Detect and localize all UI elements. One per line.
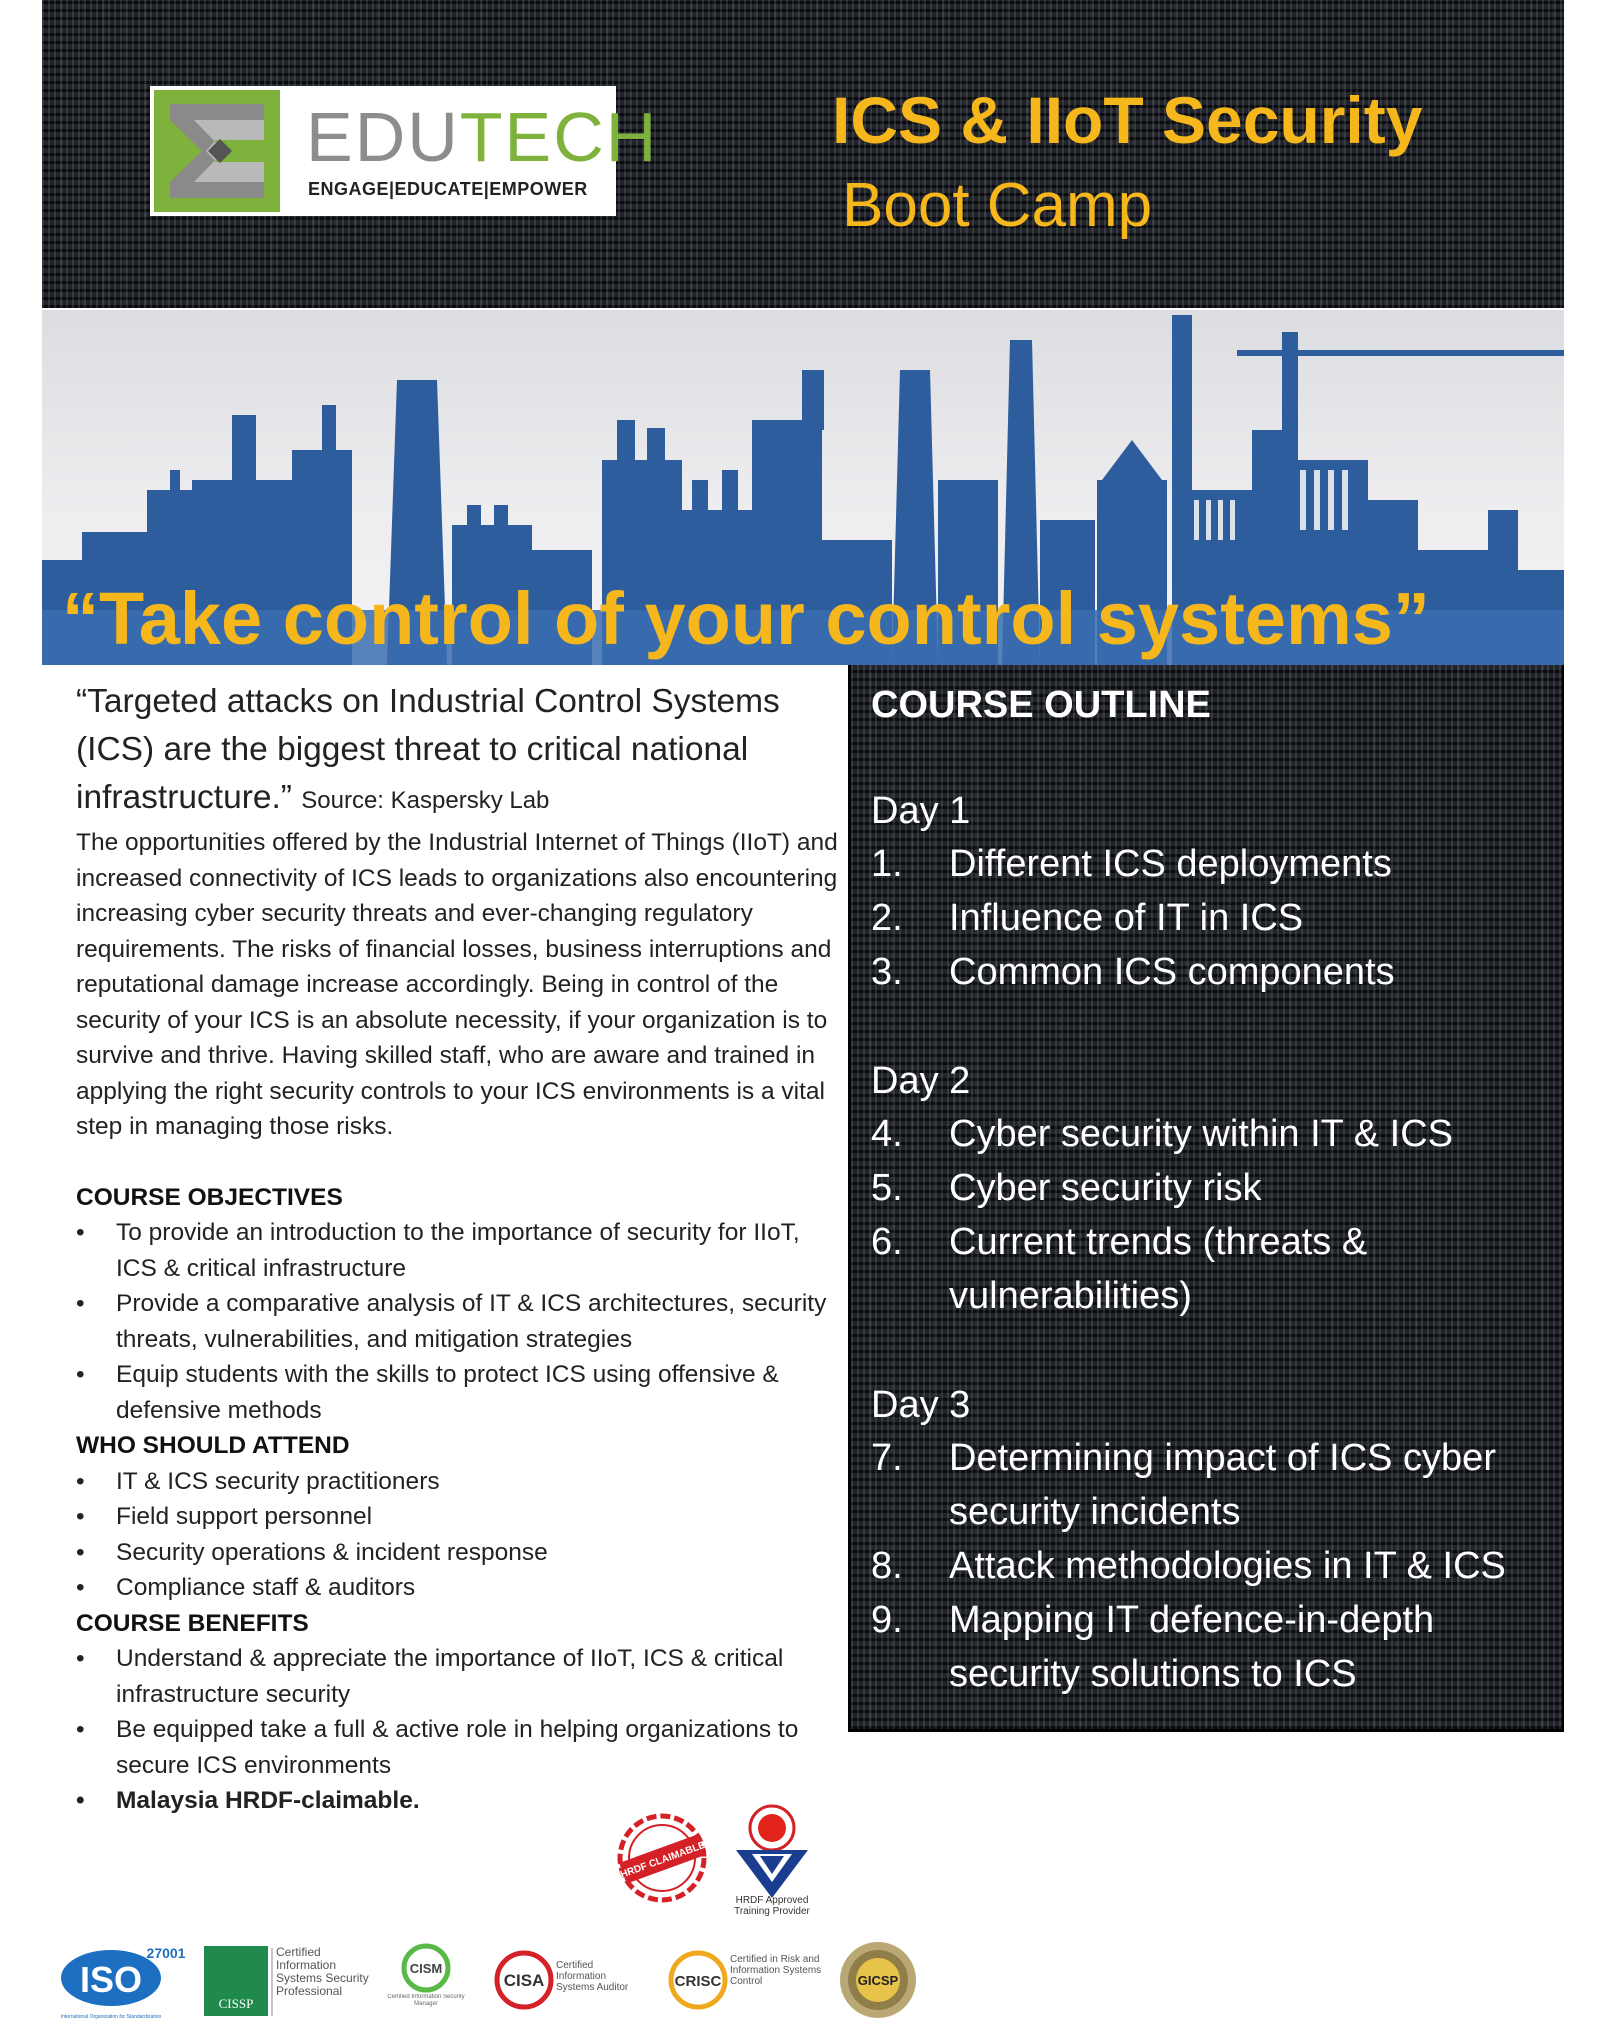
attend-list <box>76 1464 846 1606</box>
attend-heading: WHO SHOULD ATTEND <box>76 1432 350 1459</box>
day-1-topics <box>871 837 1552 999</box>
topic-text: Cyber security risk <box>949 1167 1262 1209</box>
list-item: • Malaysia HRDF-claimable. <box>76 1783 846 1819</box>
topic-number: 6. <box>871 1221 903 1263</box>
topic-number: 4. <box>871 1113 903 1155</box>
topic-item <box>871 837 1552 891</box>
day-label: Day 1 <box>871 790 971 832</box>
hrdf-approved-logo-icon <box>736 1806 808 1898</box>
outline-title: COURSE OUTLINE <box>871 684 1211 726</box>
topic-number: 7. <box>871 1437 903 1479</box>
topic-text: Cyber security within IT & ICS <box>949 1113 1454 1155</box>
day-3-topics <box>871 1431 1552 1701</box>
course-description <box>76 678 846 1819</box>
header-banner <box>42 0 1564 308</box>
hrdf-claimable-stamp-icon <box>617 1816 709 1900</box>
day-label: Day 2 <box>871 1060 971 1102</box>
cism-logo <box>386 1940 466 2024</box>
topic-item <box>871 1215 1552 1323</box>
hrdf-caption: HRDF Approved Training Provider <box>734 1895 810 1917</box>
banner-tagline: “Take control of your control systems” <box>62 577 1430 660</box>
cissp-logo <box>204 1940 379 2024</box>
cissp-caption: Certified Information Systems Security Professional <box>276 1946 369 1998</box>
topic-number: 1. <box>871 843 903 885</box>
crisc-caption: Certified in Risk and Information Systems Control <box>730 1954 822 1987</box>
objectives-list <box>76 1215 846 1428</box>
day-label: Day 3 <box>871 1384 971 1426</box>
list-item: • Be equipped take a full & active role in helping organizations to secure ICS environments <box>76 1712 846 1783</box>
quote-source: Source: Kaspersky Lab <box>301 787 550 814</box>
topic-number: 3. <box>871 951 903 993</box>
list-item: • Compliance staff & auditors <box>76 1570 846 1606</box>
topic-item <box>871 1539 1552 1593</box>
certification-logos <box>56 1940 936 2024</box>
page-title: ICS & IIoT Security <box>832 83 1423 157</box>
gicsp-label: GICSP <box>857 1973 899 1988</box>
benefits-heading: COURSE BENEFITS <box>76 1609 309 1637</box>
page-subtitle: Boot Camp <box>842 171 1153 240</box>
topic-text: Influence of IT in ICS <box>949 897 1304 939</box>
topic-text: Determining impact of ICS cyber security incidents <box>949 1437 1496 1533</box>
cism-label: CISM <box>409 1961 443 1976</box>
topic-item <box>871 1593 1552 1701</box>
objectives-heading: COURSE OBJECTIVES <box>76 1183 343 1211</box>
list-item: • Security operations & incident response <box>76 1535 846 1571</box>
day-2-topics <box>871 1107 1552 1323</box>
benefits-list <box>76 1641 846 1819</box>
cisa-label: CISA <box>503 1971 545 1990</box>
topic-number: 8. <box>871 1545 903 1587</box>
gicsp-logo <box>836 1940 920 2024</box>
logo-tagline: ENGAGE|EDUCATE|EMPOWER <box>308 179 588 199</box>
topic-text: Current trends (threats & vulnerabilities) <box>949 1221 1368 1317</box>
iso-number: 27001 <box>146 1945 186 1961</box>
cisa-caption: Certified Information Systems Auditor <box>556 1960 629 1993</box>
topic-text: Common ICS components <box>949 951 1395 993</box>
list-item: • Field support personnel <box>76 1499 846 1535</box>
edutech-logo <box>150 86 659 216</box>
list-item: • Equip students with the skills to protect ICS using offensive & defensive methods <box>76 1357 846 1428</box>
list-item: • Provide a comparative analysis of IT & ICS architectures, security threats, vulnerabilities, and mitigation strategies <box>76 1286 846 1357</box>
hrdf-stamp-text: HRDF CLAIMABLE <box>618 1839 707 1881</box>
topic-number: 5. <box>871 1167 903 1209</box>
iso-caption: International Organization for Standardization <box>60 2014 162 2020</box>
topic-item <box>871 1161 1552 1215</box>
iso-label: ISO <box>79 1959 143 2000</box>
kaspersky-quote <box>76 678 846 825</box>
industrial-skyline-banner <box>42 310 1564 665</box>
topic-item <box>871 1107 1552 1161</box>
topic-item <box>871 945 1552 999</box>
crisc-logo <box>668 1940 828 2024</box>
topic-text: Different ICS deployments <box>949 843 1392 885</box>
list-item: • Understand & appreciate the importance of IIoT, ICS & critical infrastructure security <box>76 1641 846 1712</box>
quote-text: “Targeted attacks on Industrial Control Systems (ICS) are the biggest threat to critical national infrastructure.” <box>76 683 780 816</box>
course-outline-panel <box>848 665 1564 1732</box>
topic-number: 2. <box>871 897 903 939</box>
intro-paragraph: The opportunities offered by the Industrial Internet of Things (IIoT) and increased connectivity of ICS leads to organizations also encountering increasing cyber security threats and ever-changing regulatory requirements. The risks of financial losses, business interruptions and reputational damage increase accordingly. Being in control of the security of your ICS is an absolute necessity, if your organization is to survive and thrive. Having skilled staff, who are aware and trained in applying the right security controls to your ICS environments is a vital step in managing those risks. <box>76 829 838 1140</box>
cissp-label: CISSP <box>218 1996 254 2011</box>
edutech-logo-mark <box>154 90 280 212</box>
topic-text: Mapping IT defence-in-depth security solutions to ICS <box>949 1599 1435 1695</box>
cism-caption: Certified Information Security Manager <box>387 1994 465 2007</box>
cisa-logo <box>494 1940 644 2024</box>
topic-number: 9. <box>871 1599 903 1641</box>
topic-text: Attack methodologies in IT & ICS <box>949 1545 1506 1587</box>
topic-item <box>871 1431 1552 1539</box>
list-item: • IT & ICS security practitioners <box>76 1464 846 1500</box>
iso-27001-logo <box>56 1940 186 2024</box>
topic-item <box>871 891 1552 945</box>
edutech-wordmark: EDUTECH <box>306 98 659 176</box>
crisc-label: CRISC <box>674 1973 722 1990</box>
list-item: • To provide an introduction to the importance of security for IIoT, ICS & critical infrastructure <box>76 1215 846 1286</box>
